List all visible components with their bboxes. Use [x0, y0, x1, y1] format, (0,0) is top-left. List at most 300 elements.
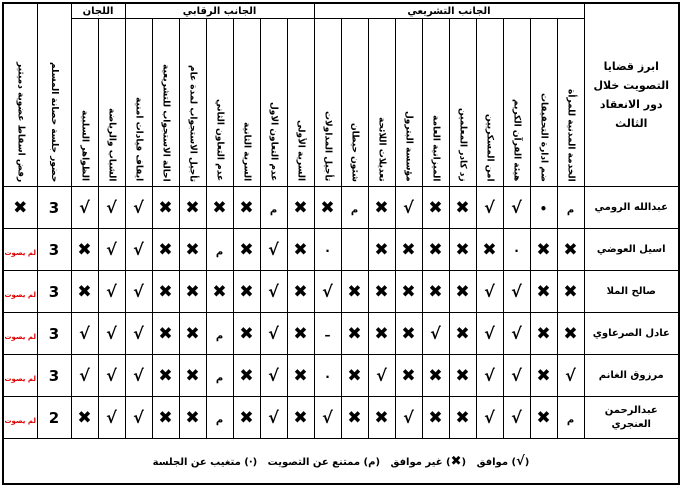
agree-icon: √	[511, 198, 522, 217]
legend-absent-label: متغيب عن الجلسة	[152, 456, 241, 468]
disagree-icon: ✖	[563, 240, 578, 260]
vote-cell	[260, 187, 287, 229]
column-header	[476, 19, 503, 187]
column-header-label: تأجيل المداولات	[322, 111, 333, 182]
column-header-label: تعديلات اللائحة	[376, 116, 387, 182]
column-header-label: الظواهر السلبية	[79, 110, 90, 182]
disagree-icon: ✖	[374, 198, 389, 218]
vote-cell	[233, 313, 260, 355]
member-name: صالح الملا	[584, 271, 679, 313]
agree-icon: √	[106, 324, 117, 343]
disagree-icon: ✖	[185, 282, 200, 302]
abstain-mark: م	[350, 205, 359, 216]
disagree-icon: ✖	[239, 198, 254, 218]
disagree-icon: ✖	[428, 366, 443, 386]
abstain-mark: م	[215, 415, 224, 426]
agree-icon: √	[106, 408, 117, 427]
disagree-icon: ✖	[77, 408, 92, 428]
disagree-icon: ✖	[185, 324, 200, 344]
vote-cell	[3, 229, 37, 271]
vote-cell	[341, 313, 368, 355]
disagree-icon: ✖	[185, 198, 200, 218]
vote-cell	[98, 355, 125, 397]
disagree-icon: ✖	[536, 324, 551, 344]
vote-cell	[98, 397, 125, 439]
column-header-label: ضم ادارة التحقيقات	[538, 92, 549, 182]
vote-cell	[368, 313, 395, 355]
vote-cell	[422, 271, 449, 313]
disagree-icon: ✖	[293, 240, 308, 260]
disagree-icon: ✖	[239, 282, 254, 302]
column-header-label: ايقاف قيادات امنية	[133, 97, 144, 182]
member-row	[3, 355, 679, 397]
column-header-label: مؤسسة البترول	[403, 110, 414, 182]
attendance-count	[37, 229, 71, 271]
vote-cell	[152, 229, 179, 271]
vote-cell	[3, 313, 37, 355]
column-header-label: حضور جلسة حصانة المسلم	[49, 61, 59, 182]
disagree-icon: ✖	[563, 324, 578, 344]
disagree-icon: ✖	[293, 198, 308, 218]
vote-cell	[71, 229, 98, 271]
vote-cell	[422, 397, 449, 439]
vote-cell	[287, 397, 314, 439]
column-header	[206, 19, 233, 187]
absent-mark: ·	[325, 370, 330, 384]
disagree-icon: ✖	[374, 408, 389, 428]
agree-icon: √	[106, 366, 117, 385]
abstain-mark: م	[215, 373, 224, 384]
vote-cell	[152, 397, 179, 439]
vote-cell	[314, 187, 341, 229]
vote-cell	[395, 271, 422, 313]
vote-cell	[125, 229, 152, 271]
vote-cell	[557, 187, 584, 229]
vote-cell	[98, 187, 125, 229]
agree-icon: √	[79, 366, 90, 385]
disagree-icon: ✖	[158, 240, 173, 260]
column-header-label: شئون حيطان	[349, 122, 360, 182]
vote-cell	[71, 313, 98, 355]
column-header	[557, 19, 584, 187]
legend-absent-icon: ·	[248, 456, 253, 468]
vote-cell	[206, 355, 233, 397]
column-header-immunity	[37, 3, 71, 187]
member-name: مرزوق الغانم	[584, 355, 679, 397]
group-oversight: الجانب الرقابي	[125, 3, 314, 19]
vote-cell	[530, 355, 557, 397]
vote-cell	[368, 355, 395, 397]
disagree-icon: ✖	[482, 240, 497, 260]
vote-cell	[125, 355, 152, 397]
column-header	[260, 19, 287, 187]
vote-cell	[503, 313, 530, 355]
agree-icon: √	[268, 282, 279, 301]
attendance-value: 3	[48, 283, 60, 301]
agree-icon: √	[268, 366, 279, 385]
disagree-icon: ✖	[455, 366, 470, 386]
absent-mark: •	[539, 202, 548, 216]
disagree-icon: ✖	[536, 366, 551, 386]
disagree-icon: ✖	[401, 324, 416, 344]
disagree-icon: ✖	[158, 366, 173, 386]
disagree-icon: ✖	[239, 366, 254, 386]
vote-cell	[503, 271, 530, 313]
disagree-icon: ✖	[428, 240, 443, 260]
disagree-icon: ✖	[185, 366, 200, 386]
agree-icon: √	[322, 408, 333, 427]
column-header-label: الشباب والرياضة	[106, 108, 117, 182]
vote-cell	[206, 229, 233, 271]
vote-cell	[503, 187, 530, 229]
vote-cell	[530, 313, 557, 355]
vote-cell	[368, 271, 395, 313]
disagree-icon: ✖	[212, 282, 227, 302]
not-voted-label: لم يصوت	[4, 249, 36, 257]
abstain-mark: م	[566, 415, 575, 426]
agree-icon: √	[133, 282, 144, 301]
vote-cell	[98, 271, 125, 313]
attendance-count	[37, 355, 71, 397]
disagree-icon: ✖	[239, 240, 254, 260]
agree-icon: √	[133, 366, 144, 385]
vote-cell	[314, 271, 341, 313]
column-header	[449, 19, 476, 187]
vote-cell	[368, 229, 395, 271]
vote-cell	[3, 355, 37, 397]
disagree-icon: ✖	[428, 198, 443, 218]
vote-cell	[530, 187, 557, 229]
vote-cell	[557, 397, 584, 439]
vote-cell	[314, 355, 341, 397]
member-row	[3, 271, 679, 313]
vote-cell	[125, 397, 152, 439]
abstain-mark: م	[215, 247, 224, 258]
vote-cell	[449, 397, 476, 439]
disagree-icon: ✖	[185, 240, 200, 260]
disagree-icon: ✖	[239, 324, 254, 344]
column-header-label: زد كادر المعلمين	[457, 107, 468, 182]
abstain-mark: م	[566, 205, 575, 216]
vote-cell	[557, 313, 584, 355]
disagree-icon: ✖	[239, 408, 254, 428]
disagree-icon: ✖	[347, 408, 362, 428]
vote-cell	[341, 187, 368, 229]
agree-icon: √	[565, 366, 576, 385]
disagree-icon: ✖	[320, 198, 335, 218]
agree-icon: √	[484, 198, 495, 217]
agree-icon: √	[79, 324, 90, 343]
column-header	[152, 19, 179, 187]
vote-cell	[233, 229, 260, 271]
member-row	[3, 313, 679, 355]
vote-cell	[287, 187, 314, 229]
legend: (√) موافق (✖) غير موافق (م) ممتنع عن التصويت (·) متغيب عن الجلسة	[3, 439, 679, 485]
vote-cell	[260, 271, 287, 313]
vote-cell	[314, 397, 341, 439]
vote-cell	[503, 355, 530, 397]
column-header	[233, 19, 260, 187]
disagree-icon: ✖	[401, 366, 416, 386]
column-header	[314, 19, 341, 187]
vote-cell	[449, 271, 476, 313]
disagree-icon: ✖	[536, 408, 551, 428]
agree-icon: √	[484, 408, 495, 427]
legend-abstain-label: ممتنع عن التصويت	[267, 456, 361, 468]
attendance-count	[37, 313, 71, 355]
member-row	[3, 229, 679, 271]
agree-icon: √	[106, 240, 117, 259]
vote-cell	[287, 229, 314, 271]
disagree-icon: ✖	[428, 282, 443, 302]
vote-cell	[71, 397, 98, 439]
column-header-label: عدم التعاون الثاني	[214, 99, 225, 182]
vote-cell	[71, 271, 98, 313]
column-header	[179, 19, 206, 187]
vote-cell	[341, 271, 368, 313]
disagree-icon: ✖	[347, 282, 362, 302]
agree-icon: √	[376, 366, 387, 385]
vote-cell	[368, 187, 395, 229]
vote-cell	[3, 187, 37, 229]
not-voted-label: لم يصوت	[4, 417, 36, 425]
agree-icon: √	[484, 282, 495, 301]
group-legislative: الجانب التشريعي	[314, 3, 584, 19]
vote-cell	[3, 271, 37, 313]
not-voted-label: لم يصوت	[4, 291, 36, 299]
vote-cell	[449, 355, 476, 397]
vote-cell	[449, 229, 476, 271]
agree-icon: √	[511, 366, 522, 385]
agree-icon: √	[133, 408, 144, 427]
disagree-icon: ✖	[347, 324, 362, 344]
vote-cell	[503, 229, 530, 271]
disagree-icon: ✖	[158, 282, 173, 302]
not-voted-label: لم يصوت	[4, 375, 36, 383]
agree-icon: √	[403, 408, 414, 427]
attendance-value: 3	[48, 241, 60, 259]
vote-cell	[71, 187, 98, 229]
legend-disagree-icon: ✖	[450, 453, 462, 469]
vote-cell	[476, 187, 503, 229]
abstain-mark: م	[215, 331, 224, 342]
disagree-icon: ✖	[536, 282, 551, 302]
vote-cell	[476, 313, 503, 355]
disagree-icon: ✖	[401, 240, 416, 260]
column-header-label: تأجيل الاستجواب لمدة عام	[187, 64, 198, 182]
vote-cell	[557, 355, 584, 397]
vote-cell	[287, 271, 314, 313]
vote-cell	[557, 229, 584, 271]
disagree-icon: ✖	[185, 408, 200, 428]
disagree-icon: ✖	[428, 408, 443, 428]
attendance-count	[37, 271, 71, 313]
disagree-icon: ✖	[293, 324, 308, 344]
disagree-icon: ✖	[455, 324, 470, 344]
vote-cell	[422, 187, 449, 229]
vote-cell	[125, 187, 152, 229]
vote-cell	[368, 397, 395, 439]
agree-icon: √	[268, 240, 279, 259]
vote-cell	[341, 229, 368, 271]
disagree-icon: ✖	[455, 408, 470, 428]
attendance-value: 3	[48, 325, 60, 343]
vote-cell	[125, 271, 152, 313]
attendance-count	[37, 187, 71, 229]
member-name: اسيل العوضي	[584, 229, 679, 271]
vote-cell	[530, 397, 557, 439]
disagree-icon: ✖	[374, 324, 389, 344]
member-name: عبدالله الرومي	[584, 187, 679, 229]
absent-mark: ·	[325, 244, 330, 258]
agree-icon: √	[322, 282, 333, 301]
disagree-icon: ✖	[374, 240, 389, 260]
agree-icon: √	[268, 408, 279, 427]
vote-cell	[125, 313, 152, 355]
vote-cell	[179, 355, 206, 397]
agree-icon: √	[106, 282, 117, 301]
vote-cell	[152, 355, 179, 397]
vote-cell	[233, 187, 260, 229]
vote-cell	[152, 187, 179, 229]
vote-cell	[341, 397, 368, 439]
legend-agree-label: موافق	[476, 456, 509, 468]
agree-icon: √	[511, 282, 522, 301]
agree-icon: √	[106, 198, 117, 217]
vote-cell	[476, 355, 503, 397]
vote-cell	[233, 397, 260, 439]
disagree-icon: ✖	[455, 198, 470, 218]
vote-cell	[422, 313, 449, 355]
vote-cell	[287, 313, 314, 355]
vote-cell	[179, 187, 206, 229]
vote-cell	[260, 397, 287, 439]
vote-cell	[233, 271, 260, 313]
column-header	[530, 19, 557, 187]
dash-mark: –	[324, 328, 331, 342]
vote-cell	[449, 187, 476, 229]
agree-icon: √	[133, 324, 144, 343]
column-header	[287, 19, 314, 187]
member-name: عادل الصرعاوي	[584, 313, 679, 355]
vote-cell	[530, 229, 557, 271]
column-header	[503, 19, 530, 187]
disagree-icon: ✖	[536, 240, 551, 260]
column-header-membership	[3, 3, 37, 187]
vote-cell	[395, 313, 422, 355]
disagree-icon: ✖	[158, 198, 173, 218]
abstain-mark: م	[269, 205, 278, 216]
vote-cell	[341, 355, 368, 397]
vote-cell	[260, 313, 287, 355]
attendance-value: 3	[48, 367, 60, 385]
vote-cell	[314, 229, 341, 271]
disagree-icon: ✖	[374, 282, 389, 302]
column-header	[98, 19, 125, 187]
vote-cell	[422, 355, 449, 397]
disagree-icon: ✖	[563, 282, 578, 302]
column-header	[368, 19, 395, 187]
column-header-label: امن المسكريين	[484, 113, 495, 182]
column-header-label: رفض اسقاط عضوية دميثير	[15, 61, 26, 182]
disagree-icon: ✖	[455, 240, 470, 260]
vote-cell	[314, 313, 341, 355]
agree-icon: √	[484, 324, 495, 343]
vote-cell	[206, 313, 233, 355]
vote-cell	[98, 313, 125, 355]
agree-icon: √	[511, 324, 522, 343]
vote-cell	[71, 355, 98, 397]
vote-cell	[449, 313, 476, 355]
vote-cell	[233, 355, 260, 397]
legend-disagree-label: غير موافق	[390, 456, 443, 468]
vote-cell	[476, 271, 503, 313]
vote-cell	[395, 355, 422, 397]
vote-cell	[287, 355, 314, 397]
vote-cell	[152, 313, 179, 355]
agree-icon: √	[511, 408, 522, 427]
disagree-icon: ✖	[212, 198, 227, 218]
vote-cell	[98, 229, 125, 271]
vote-cell	[179, 229, 206, 271]
disagree-icon: ✖	[158, 324, 173, 344]
not-voted-label: لم يصوت	[4, 333, 36, 341]
agree-icon: √	[133, 240, 144, 259]
agree-icon: √	[484, 366, 495, 385]
column-header-label: احالة الاستجواب للتشريعية	[160, 63, 171, 182]
column-header	[125, 19, 152, 187]
column-header	[422, 19, 449, 187]
attendance-value: 2	[48, 409, 60, 427]
vote-cell	[476, 397, 503, 439]
disagree-icon: ✖	[13, 198, 28, 218]
column-header-label: السرية الأولى	[295, 120, 306, 182]
vote-cell	[206, 271, 233, 313]
column-header	[341, 19, 368, 187]
table-corner-title: ابرز قضايا التصويت خلال دور الانعقاد الثالث	[584, 3, 679, 187]
agree-icon: √	[79, 198, 90, 217]
column-header	[395, 19, 422, 187]
disagree-icon: ✖	[347, 366, 362, 386]
disagree-icon: ✖	[293, 282, 308, 302]
column-header-label: السرية الثانية	[241, 122, 252, 182]
column-header-label: الخدمة المدنية للمرأة	[565, 88, 576, 182]
agree-icon: √	[133, 198, 144, 217]
attendance-value: 3	[48, 199, 60, 217]
legend-abstain-icon: م	[368, 456, 376, 468]
column-header	[71, 19, 98, 187]
member-name: عبدالرحمن العنجري	[584, 397, 679, 439]
member-row	[3, 187, 679, 229]
disagree-icon: ✖	[158, 408, 173, 428]
vote-cell	[530, 271, 557, 313]
voting-table	[2, 2, 680, 485]
vote-cell	[422, 229, 449, 271]
disagree-icon: ✖	[293, 366, 308, 386]
disagree-icon: ✖	[293, 408, 308, 428]
vote-cell	[395, 187, 422, 229]
member-row	[3, 397, 679, 439]
legend-agree-icon: √	[516, 453, 525, 469]
vote-cell	[395, 397, 422, 439]
vote-cell	[206, 187, 233, 229]
vote-cell	[260, 229, 287, 271]
disagree-icon: ✖	[455, 282, 470, 302]
vote-cell	[476, 229, 503, 271]
vote-cell	[260, 355, 287, 397]
disagree-icon: ✖	[77, 282, 92, 302]
vote-cell	[503, 397, 530, 439]
